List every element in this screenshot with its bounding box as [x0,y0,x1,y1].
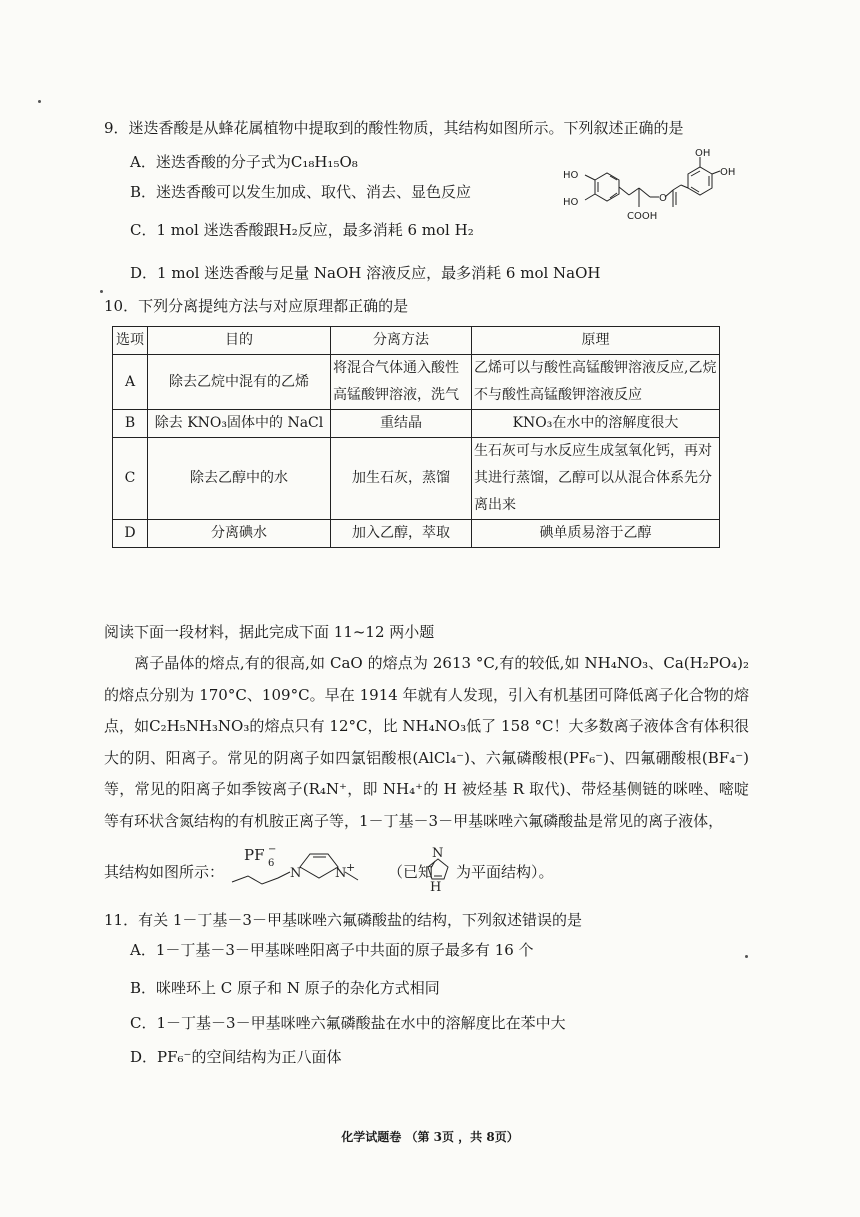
table-row [113,410,720,438]
option-label: D． [130,264,158,282]
q9-option-d [130,263,601,283]
page-footer: 化学试题卷 （第 3页 ，共 8页） [341,1130,519,1144]
option-text: 1 mol 迷迭香酸跟H₂反应，最多消耗 6 mol H₂ [156,221,474,239]
ho-label: HO [563,170,579,181]
table-cell: KNO₃在水中的溶解度很大 [472,410,720,438]
table-row [113,520,720,548]
cooh-label: COOH [627,211,658,222]
pf6-label: PF [244,846,265,864]
struct-note-prefix: （已知 [388,863,434,881]
imidazole-structure [420,845,456,895]
option-label: C． [130,221,157,239]
table-cell: A [113,355,148,410]
option-label: D． [130,1048,158,1066]
q11-option-a [130,940,534,960]
option-label: B． [130,979,157,997]
table-cell: 碘单质易溶于乙醇 [472,520,720,548]
option-text: 1－丁基－3－甲基咪唑六氟磷酸盐在水中的溶解度比在苯中大 [156,1014,566,1032]
option-text: 1－丁基－3－甲基咪唑阳离子中共面的原子最多有 16 个 [155,941,534,959]
rosmarinic-acid-structure [555,145,745,245]
option-label: A． [130,153,156,171]
table-cell: 除去乙醇中的水 [148,438,331,520]
table-header: 分离方法 [331,327,472,355]
option-text: 迷迭香酸可以发生加成、取代、消去、显色反应 [156,183,472,201]
table-cell: 除去 KNO₃固体中的 NaCl [148,410,331,438]
table-cell: 乙烯可以与酸性高锰酸钾溶液反应,乙烷不与酸性高锰酸钾溶液反应 [472,355,720,410]
option-label: B． [130,183,157,201]
table-row [113,438,720,520]
table-header: 选项 [113,327,148,355]
option-text: PF₆⁻的空间结构为正八面体 [157,1048,342,1066]
table-cell: 重结晶 [331,410,472,438]
reading-intro: 阅读下面一段材料，据此完成下面 11~12 两小题 [104,623,435,641]
table-cell: D [113,520,148,548]
bmim-pf6-structure [228,842,388,892]
ho-label: HO [563,197,579,208]
q9-option-b [130,182,471,202]
n-label: N [290,866,302,881]
table-cell: 生石灰可与水反应生成氢氧化钙，再对其进行蒸馏，乙醇可以从混合体系先分离出来 [472,438,720,520]
n-label: N [335,866,347,881]
option-text: 咪唑环上 C 原子和 N 原子的杂化方式相同 [156,979,440,997]
q11-option-d [130,1047,341,1067]
struct-note-suffix: 为平面结构）。 [456,863,554,881]
pf6-subscript: 6 [268,858,275,869]
oh-label: OH [720,167,736,178]
scan-speck [745,955,748,958]
struct-prefix: 其结构如图所示： [104,863,225,881]
table-cell: 除去乙烷中混有的乙烯 [148,355,331,410]
table-cell: B [113,410,148,438]
option-label: C． [130,1014,157,1032]
option-label: A． [130,941,156,959]
q11-option-c [130,1013,566,1033]
q9-stem: 9．迷迭香酸是从蜂花属植物中提取到的酸性物质，其结构如图所示。下列叙述正确的是 [104,119,684,137]
o-label: O [659,193,667,204]
q9-option-a [130,152,358,172]
scan-speck [100,290,103,293]
table-cell: 加生石灰，蒸馏 [331,438,472,520]
table-cell: 加入乙醇，萃取 [331,520,472,548]
option-text: 1 mol 迷迭香酸与足量 NaOH 溶液反应，最多消耗 6 mol NaOH [157,264,601,282]
h-label: H [430,880,442,895]
table-header-row [113,327,720,355]
table-cell: 分离碘水 [148,520,331,548]
option-text: 迷迭香酸的分子式为C₁₈H₁₅O₈ [155,153,358,171]
n-label: N [432,846,444,861]
q11-stem: 11．有关 1－丁基－3－甲基咪唑六氟磷酸盐的结构，下列叙述错误的是 [104,911,582,929]
plus-label: + [346,861,356,874]
separation-table [112,326,720,548]
q11-option-b [130,978,440,998]
scan-speck [38,100,41,103]
table-cell: C [113,438,148,520]
q10-stem: 10．下列分离提纯方法与对应原理都正确的是 [104,297,409,315]
pf6-superscript: − [268,844,277,855]
table-header: 目的 [148,327,331,355]
reading-text: 离子晶体的熔点,有的很高,如 CaO 的熔点为 2613 °C,有的较低,如 NH₄NO₃、Ca(H₂PO₄)₂的熔点分别为 170°C、109°C。早在 1914 年就有人发现，引入有机基团可降低离子化合物的熔点，如C₂H₅NH₃NO₃的熔点只有 12°C，比 NH₄NO₃低了 158 °C！大多数离子液体含有体积很大的阴、阳离子。常见的阴离子如四氯铝酸根(AlCl₄⁻)、六氟磷酸根(PF₆⁻)、四氟硼酸根(BF₄⁻)等，常见的阳离子如季铵离子(R₄N⁺，即 NH₄⁺的 H 被烃基 R 取代)、带烃基侧链的咪唑、嘧啶等有环状含氮结构的有机胺正离子等，1－丁基－3－甲基咪唑六氟磷酸盐是常见的离子液体， [104,654,749,830]
table-header: 原理 [472,327,720,355]
table-row [113,355,720,410]
oh-label: OH [695,148,711,159]
table-cell: 将混合气体通入酸性高锰酸钾溶液，洗气 [331,355,472,410]
reading-paragraph [104,648,749,837]
q9-option-c [130,220,474,240]
